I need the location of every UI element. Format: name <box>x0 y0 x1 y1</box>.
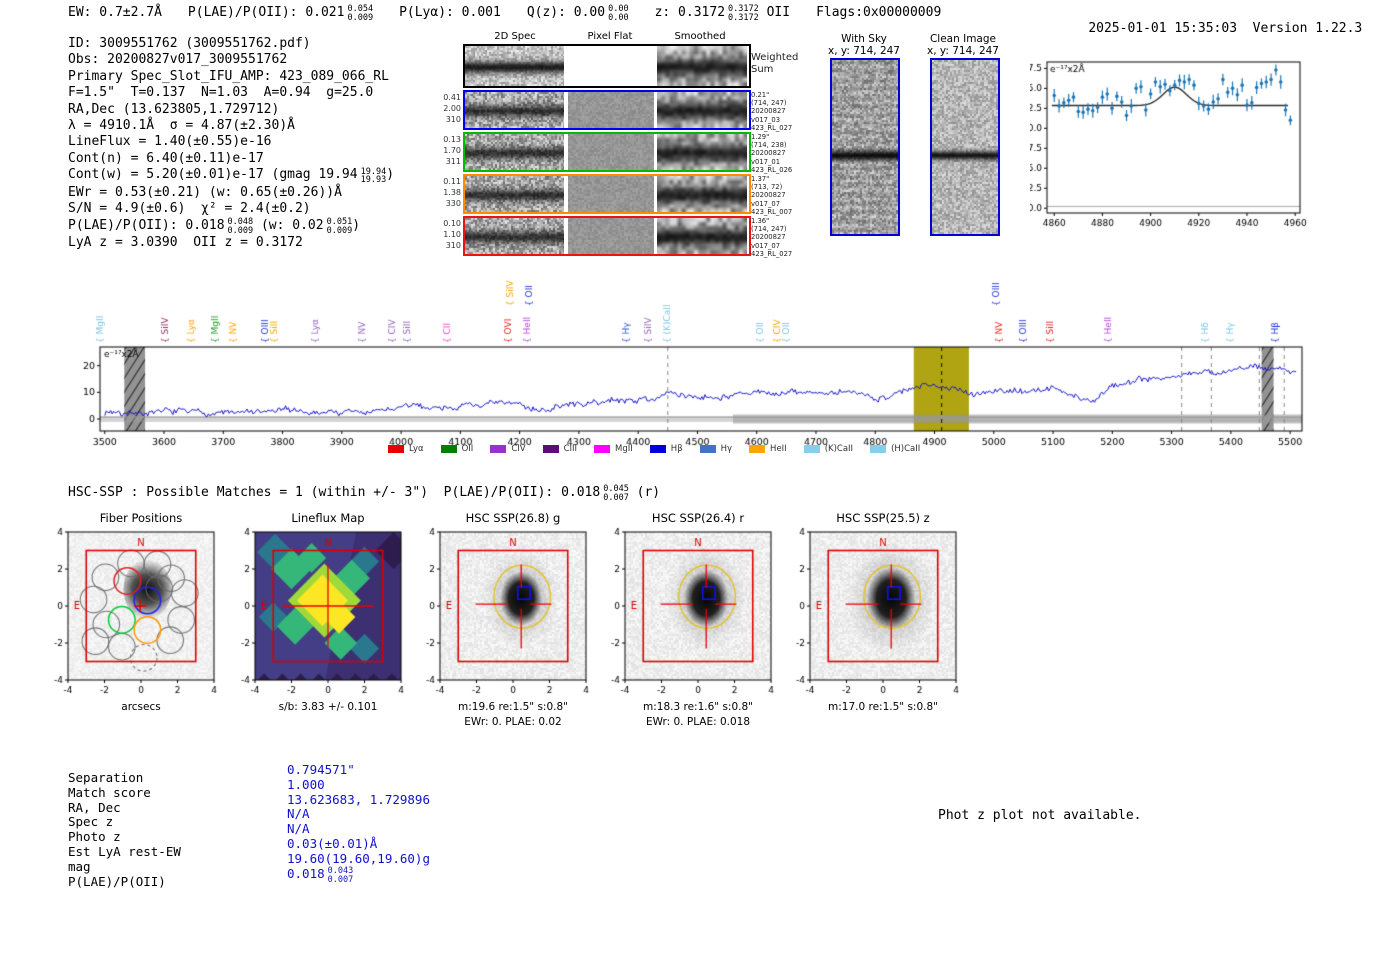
legend-swatch <box>441 445 457 453</box>
legend-swatch <box>388 445 404 453</box>
info-line: P(LAE)/P(OII): 0.018 0.048 0.009 (w: 0.02 0.051 0.009 ) <box>68 217 361 236</box>
spec2d-col-header-pixelflat: Pixel Flat <box>587 31 633 42</box>
cutout-caption: m:17.0 re:1.5" s:0.8" <box>828 701 938 713</box>
spec2d-image <box>465 218 564 254</box>
match-row <box>68 762 430 785</box>
legend-item <box>749 444 787 454</box>
match-value: 13.623683, 1.729896 <box>287 791 430 807</box>
stacked-uncertainty: 0.00 0.00 <box>608 4 629 23</box>
line-fit-plot <box>1030 40 1330 235</box>
match-value: N/A <box>287 806 310 822</box>
cutout-title: Lineflux Map <box>291 511 365 525</box>
cutout-image-lineflux <box>223 526 413 698</box>
smoothed-image <box>657 46 747 86</box>
cutout-title: Fiber Positions <box>99 511 183 525</box>
spec2d-row-info: 1.29" (714, 238) 20200827 v017_01 423_RL_026 <box>751 133 793 174</box>
spec2d-row-info: 1.37" (713, 72) 20200827 v017_07 423_RL_007 <box>751 175 793 216</box>
cutout-caption2: EWr: 0. PLAE: 0.02 <box>464 716 562 728</box>
with-sky-image <box>832 60 898 234</box>
smoothed-image <box>657 218 747 254</box>
cutout-caption: arcsecs <box>121 701 161 713</box>
legend-swatch <box>594 445 610 453</box>
info-line: Cont(n) = 6.40(±0.11)e-17 <box>68 150 264 166</box>
info-line: RA,Dec (13.623805,1.729712) <box>68 101 280 117</box>
match-value: 0.794571" <box>287 762 355 777</box>
match-label: Spec z <box>68 814 114 830</box>
match-label: Match score <box>68 784 151 800</box>
legend-swatch <box>804 445 820 453</box>
stacked-uncertainty: 0.045 0.007 <box>603 484 629 503</box>
stacked-uncertainty: 0.051 0.009 <box>326 217 353 236</box>
info-line: LyA z = 3.0390 OII z = 0.3172 <box>68 235 303 251</box>
clean-image-panel <box>930 58 1000 236</box>
match-value: 0.03(±0.01)Å <box>287 835 378 851</box>
match-label: Est LyA rest-EW <box>68 843 181 859</box>
catalog-match-table <box>68 762 430 889</box>
match-value: 0.018 0.043 0.007 <box>287 865 354 885</box>
spec2d-row <box>463 216 751 256</box>
legend-label: Lyα <box>409 444 424 454</box>
info-line: LineFlux = 1.40(±0.55)e-16 <box>68 134 272 150</box>
cutout-image-hsc_g <box>408 526 598 698</box>
legend-label: Hγ <box>720 444 733 454</box>
cutout-image-hsc_r <box>593 526 783 698</box>
pixelflat-image <box>568 46 654 86</box>
match-value: 1.000 <box>287 776 325 792</box>
spec2d-col-header-smoothed: Smoothed <box>674 31 726 42</box>
legend-item <box>543 444 577 454</box>
cutout-title: HSC SSP(26.4) r <box>651 511 745 525</box>
match-label: Photo z <box>68 829 121 845</box>
legend-swatch <box>870 445 886 453</box>
photz-note: Phot z plot not available. <box>938 808 1142 823</box>
legend-label: MgII <box>615 444 633 454</box>
stacked-uncertainty: 0.048 0.009 <box>227 217 254 236</box>
legend-swatch <box>490 445 506 453</box>
match-value: N/A <box>287 821 310 837</box>
spec2d-row <box>463 44 751 88</box>
cutout-title: HSC SSP(26.8) g <box>465 511 561 525</box>
spec2d-row-weights: 0.41 2.00 310 <box>443 93 461 124</box>
info-line: Obs: 20200827v017_3009551762 <box>68 52 288 68</box>
spec2d-image <box>465 92 564 128</box>
pixelflat-image <box>568 218 654 254</box>
spec2d-row-weights: 0.11 1.38 330 <box>443 177 461 208</box>
spec2d-row <box>463 174 751 214</box>
match-label: P(LAE)/P(OII) <box>68 873 166 889</box>
clean-image <box>932 60 998 234</box>
match-label: RA, Dec <box>68 799 121 815</box>
spec2d-row-info: 1.36" (714, 247) 20200827 v017_07 423_RL_027 <box>751 217 793 258</box>
legend-label: HeII <box>770 444 787 454</box>
legend-swatch <box>700 445 716 453</box>
cutout-image-fiber <box>36 526 226 698</box>
spec2d-image <box>465 46 564 86</box>
pixelflat-image <box>568 176 654 212</box>
clean-image-title: Clean Image x, y: 714, 247 <box>927 33 999 57</box>
spec2d-row-weights: 0.10 1.10 310 <box>443 219 461 250</box>
stacked-uncertainty: 0.3172 0.3172 <box>728 4 759 23</box>
legend-item <box>870 444 920 454</box>
legend-label: Hβ <box>670 444 683 454</box>
spec2d-row-info: Weighted Sum <box>751 52 799 75</box>
info-line: Cont(w) = 5.20(±0.01)e-17 (gmag 19.94 19.94 19.93 ) <box>68 166 395 186</box>
stacked-uncertainty: 0.043 0.007 <box>327 865 354 885</box>
stacked-uncertainty: 0.054 0.009 <box>347 4 374 23</box>
legend-label: CIV <box>511 444 526 454</box>
cutout-image-hsc_z <box>778 526 968 698</box>
spec2d-row <box>463 132 751 172</box>
legend-swatch <box>543 445 559 453</box>
main-spectrum-plot <box>55 275 1345 470</box>
legend-label: (H)CaII <box>891 444 921 454</box>
info-line: λ = 4910.1Å σ = 4.87(±2.30)Å <box>68 118 295 134</box>
legend-item <box>700 444 732 454</box>
legend-swatch <box>650 445 666 453</box>
with-sky-panel <box>830 58 900 236</box>
info-line: S/N = 4.9(±0.6) χ² = 2.4(±0.2) <box>68 201 311 217</box>
match-value: 19.60(19.60,19.60)g <box>287 850 430 866</box>
info-line: ID: 3009551762 (3009551762.pdf) <box>68 36 311 51</box>
spec2d-row-weights: 0.13 1.70 311 <box>443 135 461 166</box>
pixelflat-image <box>568 134 654 170</box>
legend-swatch <box>749 445 765 453</box>
match-label: Separation <box>68 770 144 785</box>
smoothed-image <box>657 92 747 128</box>
legend-item <box>388 444 424 454</box>
cutout-caption: s/b: 3.83 +/- 0.101 <box>278 701 378 713</box>
with-sky-title: With Sky x, y: 714, 247 <box>828 33 900 57</box>
cutout-caption2: EWr: 0. PLAE: 0.018 <box>645 716 751 728</box>
legend-label: OII <box>461 444 474 454</box>
legend-label: (K)CaII <box>824 444 854 454</box>
stacked-uncertainty: 19.94 19.93 <box>360 166 387 186</box>
spec2d-row <box>463 90 751 130</box>
legend-item <box>594 444 633 454</box>
info-line: Primary Spec_Slot_IFU_AMP: 423_089_066_RL <box>68 68 389 84</box>
cutout-caption: m:18.3 re:1.6" s:0.8" <box>643 701 753 713</box>
header-summary-line: EW: 0.7±2.7Å P(LAE)/P(OII): 0.021 0.054 0.009 P(Lyα): 0.001 Q(z): 0.00 0.00 0.00 z: 0.3172 0.3172 0.3172 OII Flags:0x00000009 <box>68 4 942 23</box>
spec2d-col-header-2dspec: 2D Spec <box>494 31 536 42</box>
legend-label: CIII <box>563 444 578 454</box>
match-label: mag <box>68 858 91 874</box>
spectrum-legend <box>388 444 937 454</box>
datetime-version-text: 2025-01-01 15:35:03 Version 1.22.3 <box>1088 21 1363 37</box>
spec2d-row-info: 0.21" (714, 247) 20200827 v017_03 423_RL_027 <box>751 91 793 132</box>
cutout-title: HSC SSP(25.5) z <box>836 511 930 525</box>
hsc-match-line: HSC-SSP : Possible Matches = 1 (within +/- 3") P(LAE)/P(OII): 0.018 0.045 0.007 (r) <box>68 484 661 503</box>
info-line: EWr = 0.53(±0.21) (w: 0.65(±0.26))Å <box>68 184 342 200</box>
smoothed-image <box>657 176 747 212</box>
detection-info-block <box>68 36 394 252</box>
spec2d-image <box>465 176 564 212</box>
cutout-caption: m:19.6 re:1.5" s:0.8" <box>458 701 568 713</box>
info-line: F=1.5" T=0.137 N=1.03 A=0.94 g=25.0 <box>68 85 374 101</box>
spec2d-image <box>465 134 564 170</box>
legend-item <box>804 444 853 454</box>
legend-item <box>650 444 683 454</box>
legend-item <box>441 444 474 454</box>
legend-item <box>490 444 525 454</box>
smoothed-image <box>657 134 747 170</box>
pixelflat-image <box>568 92 654 128</box>
